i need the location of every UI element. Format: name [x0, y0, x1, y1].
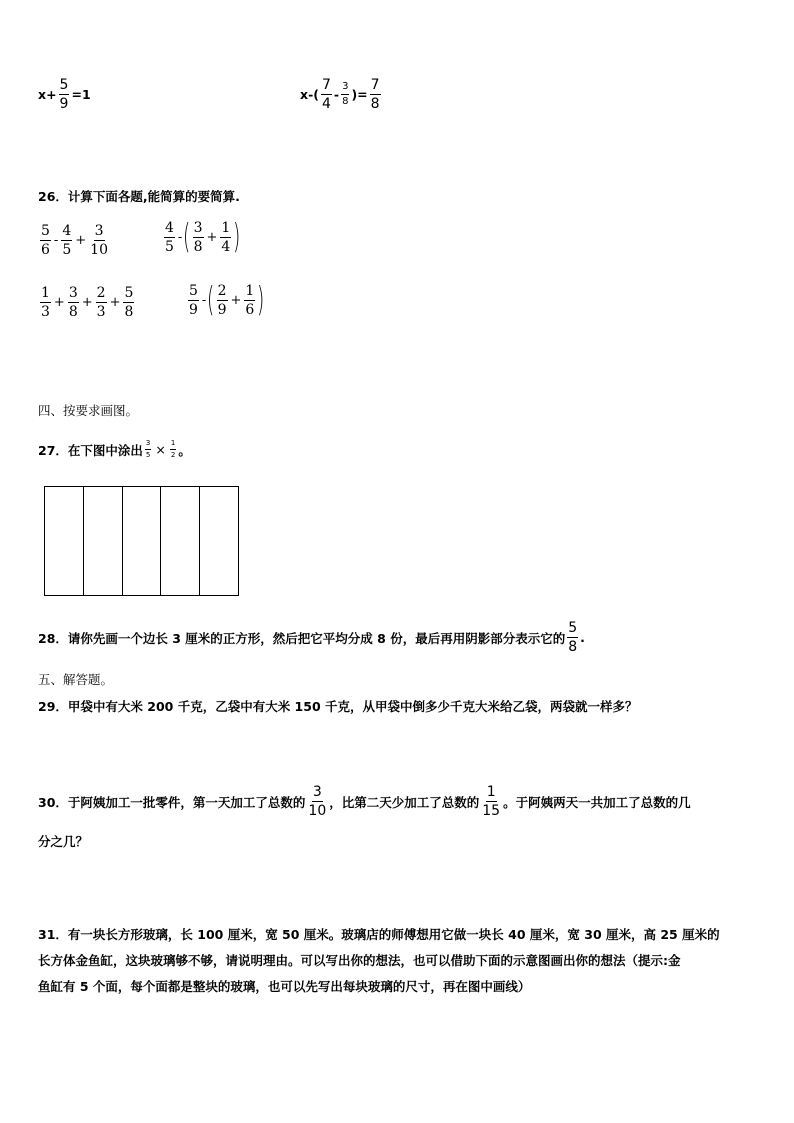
numerator: 7 [321, 77, 331, 93]
operator: - [177, 229, 183, 245]
fraction: $\frac{1}{4}$ [221, 219, 231, 255]
eq1-rhs: =1 [71, 87, 91, 102]
grid-cell[interactable] [161, 487, 200, 595]
right-paren: ) [233, 217, 241, 257]
question-27 [38, 440, 191, 459]
q28-text: 28．请你先画一个边长 3 厘米的正方形，然后把它平均分成 8 份，最后再用阴影部分表示它的 [38, 630, 566, 646]
five-column-grid[interactable] [44, 486, 239, 596]
eq1-fraction [59, 78, 70, 111]
times-sign: × [155, 442, 166, 457]
operator: + [81, 295, 93, 310]
left-paren: ( [183, 217, 191, 257]
q27-end: 。 [178, 442, 191, 458]
numerator: 5 [59, 77, 69, 93]
fraction: $\frac{2}{9}$ [217, 282, 227, 318]
eq2-fraction-2 [341, 82, 349, 107]
fraction: $\frac{5}{8}$ [124, 285, 134, 320]
operator: + [109, 295, 121, 310]
question-28 [38, 621, 585, 654]
eq1-lhs: x+ [38, 87, 57, 102]
question-31 [38, 922, 768, 1000]
q27-fraction-2: $\frac{1}{2}$ [170, 439, 176, 459]
right-paren: ) [257, 280, 265, 320]
q30-fraction-1: $\frac{3}{10}$ [308, 784, 327, 819]
eq2-rparen: )= [351, 87, 368, 102]
fraction: $\frac{3}{10}$ [90, 223, 108, 258]
denominator: 8 [370, 96, 380, 112]
grid-cell[interactable] [200, 487, 238, 595]
eq2-fraction-3 [370, 78, 381, 111]
expression-2 [162, 217, 241, 257]
q31-line-3: 鱼缸有 5 个面，每个面都是整块的玻璃，也可以先写出每块玻璃的尺寸，再在图中画线） [38, 979, 531, 994]
fraction: $\frac{4}{5}$ [165, 219, 174, 255]
expression-1 [38, 224, 111, 257]
fraction: $\frac{5}{6}$ [41, 223, 50, 258]
denominator: 4 [321, 96, 331, 112]
fraction: $\frac{2}{3}$ [96, 285, 106, 320]
operator: - [53, 233, 59, 248]
operator: + [206, 229, 218, 245]
fraction: $\frac{1}{6}$ [245, 282, 255, 318]
q27-fraction-1: $\frac{3}{5}$ [145, 439, 151, 459]
grid-cell[interactable] [84, 487, 123, 595]
q28-end: . [580, 630, 585, 645]
fraction: $\frac{4}{5}$ [62, 223, 72, 258]
denominator: 8 [342, 96, 349, 107]
eq2-lhs: x-( [300, 87, 319, 102]
operator: + [53, 295, 65, 310]
fraction: $\frac{1}{3}$ [41, 285, 50, 320]
denominator: 9 [59, 96, 69, 112]
operator: - [201, 292, 207, 308]
left-paren: ( [207, 280, 215, 320]
q30-fraction-2: $\frac{1}{15}$ [482, 784, 501, 819]
eq2-minus: - [333, 87, 340, 102]
expression-4 [186, 280, 265, 320]
expression-3 [38, 286, 136, 319]
question-29: 29．甲袋中有大米 200 千克，乙袋中有大米 150 千克，从甲袋中倒多少千克大米给乙袋，两袋就一样多？ [38, 699, 638, 714]
eq2-fraction-1 [321, 78, 332, 111]
section-5-heading: 五、解答题。 [38, 672, 114, 687]
operator: + [230, 292, 242, 308]
grid-cell[interactable] [123, 487, 162, 595]
q31-line-1: 31．有一块长方形玻璃，长 100 厘米，宽 50 厘米。玻璃店的师傅想用它做一块长 40 厘米，宽 30 厘米，高 25 厘米的 [38, 927, 720, 942]
q31-line-2: 长方体金鱼缸，这块玻璃够不够，请说明理由。可以写出你的想法，也可以借助下面的示意图画出你的想法（提示:金 [38, 953, 681, 968]
fraction: $\frac{3}{8}$ [193, 219, 203, 255]
q27-text: 27．在下图中涂出 [38, 442, 143, 458]
equation-1 [38, 78, 91, 111]
question-26: 26．计算下面各题,能简算的要简算. [38, 189, 240, 204]
numerator: 7 [370, 77, 380, 93]
operator: + [75, 233, 87, 248]
section-4-heading: 四、按要求画图。 [38, 403, 139, 418]
question-30-line-2: 分之几？ [38, 834, 89, 849]
grid-cell[interactable] [45, 487, 84, 595]
fraction: $\frac{3}{8}$ [68, 285, 78, 320]
equation-2 [300, 78, 383, 111]
fraction: $\frac{5}{9}$ [189, 282, 198, 318]
q28-fraction: $\frac{5}{8}$ [568, 620, 578, 655]
question-30-line-1: 30．于阿姨加工一批零件，第一天加工了总数的 $\frac{3}{10}$ ，比第二天少加工了总数的 $\frac{1}{15}$ 。于阿姨两天一共加工了总数的几 [38, 784, 691, 819]
numerator: 3 [341, 82, 349, 95]
